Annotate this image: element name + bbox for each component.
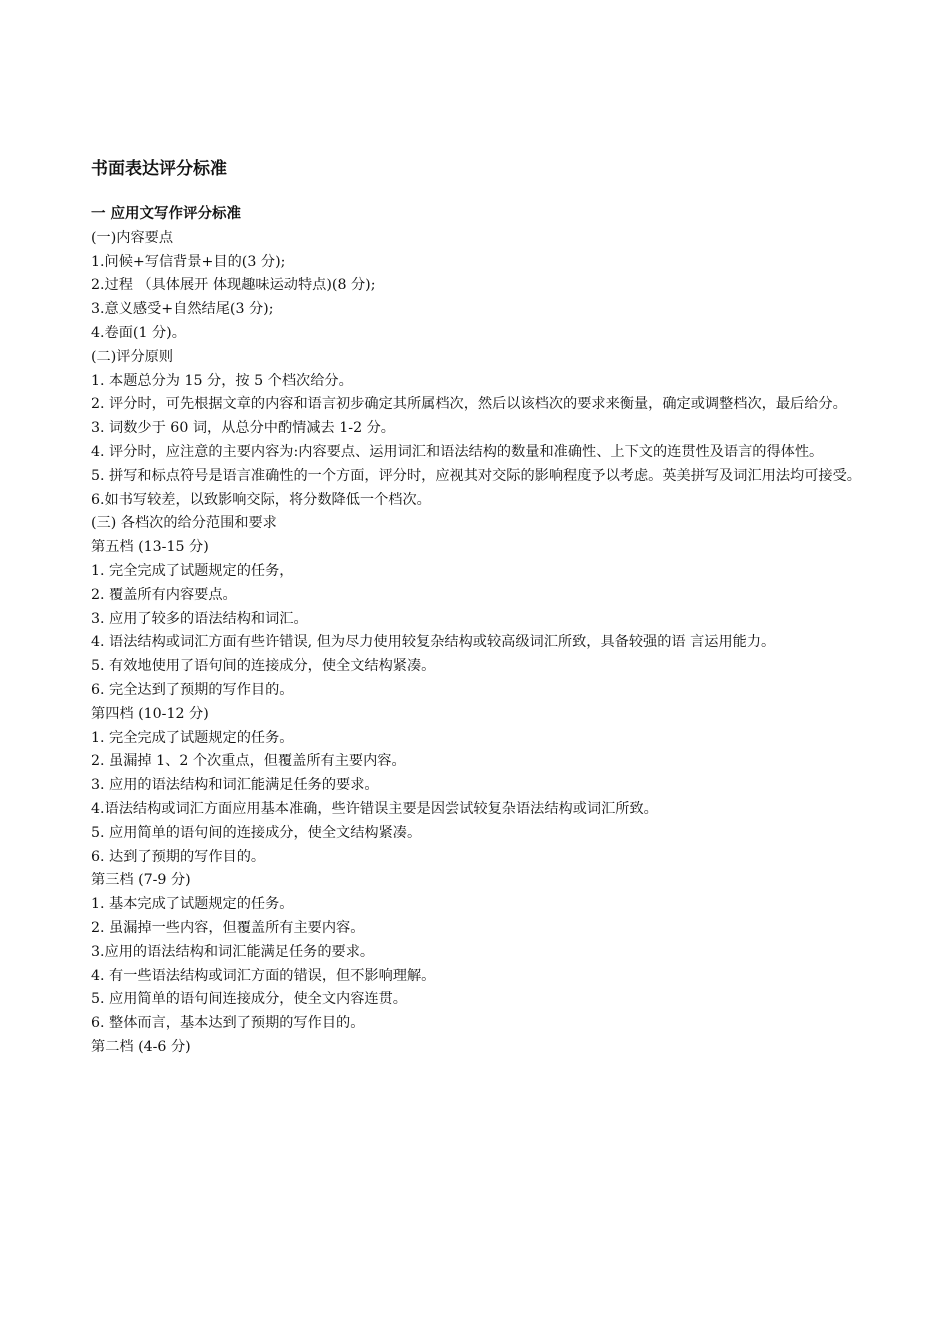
level-heading: 第二档 (4-6 分): [91, 1038, 191, 1055]
level-heading: 第四档 (10-12 分): [91, 705, 209, 722]
level-item: 2. 虽漏掉 1、2 个次重点，但覆盖所有主要内容。: [91, 753, 406, 770]
level-heading: 第三档 (7-9 分): [91, 872, 191, 889]
content-point: 3.意义感受+自然结尾(3 分);: [91, 301, 274, 318]
document-body: [91, 203, 861, 1060]
content-point: 4.卷面(1 分)。: [91, 324, 186, 341]
level-item: 4. 语法结构或词汇方面有些许错误, 但为尽力使用较复杂结构或较高级词汇所致，具备较强的语 言运用能力。: [91, 634, 776, 651]
level-item: 6. 完全达到了预期的写作目的。: [91, 681, 294, 698]
level-item: 1. 完全完成了试题规定的任务。: [91, 729, 294, 746]
level-item: 6. 整体而言，基本达到了预期的写作目的。: [91, 1015, 365, 1032]
principle-item: 1. 本题总分为 15 分，按 5 个档次给分。: [91, 372, 353, 389]
level-item: 1. 完全完成了试题规定的任务，: [91, 562, 294, 579]
level-item: 3.应用的语法结构和词汇能满足任务的要求。: [91, 943, 375, 960]
level-item: 3. 应用了较多的语法结构和词汇。: [91, 610, 308, 627]
level-item: 6. 达到了预期的写作目的。: [91, 848, 266, 865]
level-item: 2. 覆盖所有内容要点。: [91, 586, 237, 603]
level-heading: 第五档 (13-15 分): [91, 539, 209, 556]
principles-heading: (二)评分原则: [91, 348, 174, 365]
principle-item: 4. 评分时，应注意的主要内容为:内容要点、运用词汇和语法结构的数量和准确性、上下文的连贯性及语言的得体性。: [91, 443, 824, 460]
principle-item: 2. 评分时，可先根据文章的内容和语言初步确定其所属档次，然后以该档次的要求来衡量，确定或调整档次，最后给分。: [91, 396, 847, 413]
level-item: 3. 应用的语法结构和词汇能满足任务的要求。: [91, 777, 379, 794]
document-title: 书面表达评分标准: [91, 159, 227, 179]
level-item: 4. 有一些语法结构或词汇方面的错误，但不影响理解。: [91, 967, 436, 984]
level-item: 5. 有效地使用了语句间的连接成分，使全文结构紧凑。: [91, 658, 436, 675]
content-heading: (一)内容要点: [91, 229, 174, 246]
level-item: 4.语法结构或词汇方面应用基本准确，些许错误主要是因尝试较复杂语法结构或词汇所致。: [91, 800, 658, 817]
level-item: 5. 应用简单的语句间连接成分，使全文内容连贯。: [91, 991, 407, 1008]
level-item: 1. 基本完成了试题规定的任务。: [91, 896, 294, 913]
levels-heading: (三) 各档次的给分范围和要求: [91, 515, 277, 532]
content-point: 2.过程 （具体展开 体现趣味运动特点)(8 分);: [91, 277, 376, 294]
principle-item: 5. 拼写和标点符号是语言准确性的一个方面，评分时，应视其对交际的影响程度予以考虑。英美拼写及词汇用法均可接受。: [91, 467, 861, 484]
principle-item: 3. 词数少于 60 词，从总分中酌情减去 1-2 分。: [91, 420, 395, 437]
content-point: 1.问候+写信背景+目的(3 分);: [91, 253, 286, 270]
principle-item: 6.如书写较差，以致影响交际，将分数降低一个档次。: [91, 491, 431, 508]
section-heading: 一 应用文写作评分标准: [91, 206, 242, 222]
level-item: 2. 虽漏掉一些内容，但覆盖所有主要内容。: [91, 919, 365, 936]
level-item: 5. 应用简单的语句间的连接成分，使全文结构紧凑。: [91, 824, 422, 841]
